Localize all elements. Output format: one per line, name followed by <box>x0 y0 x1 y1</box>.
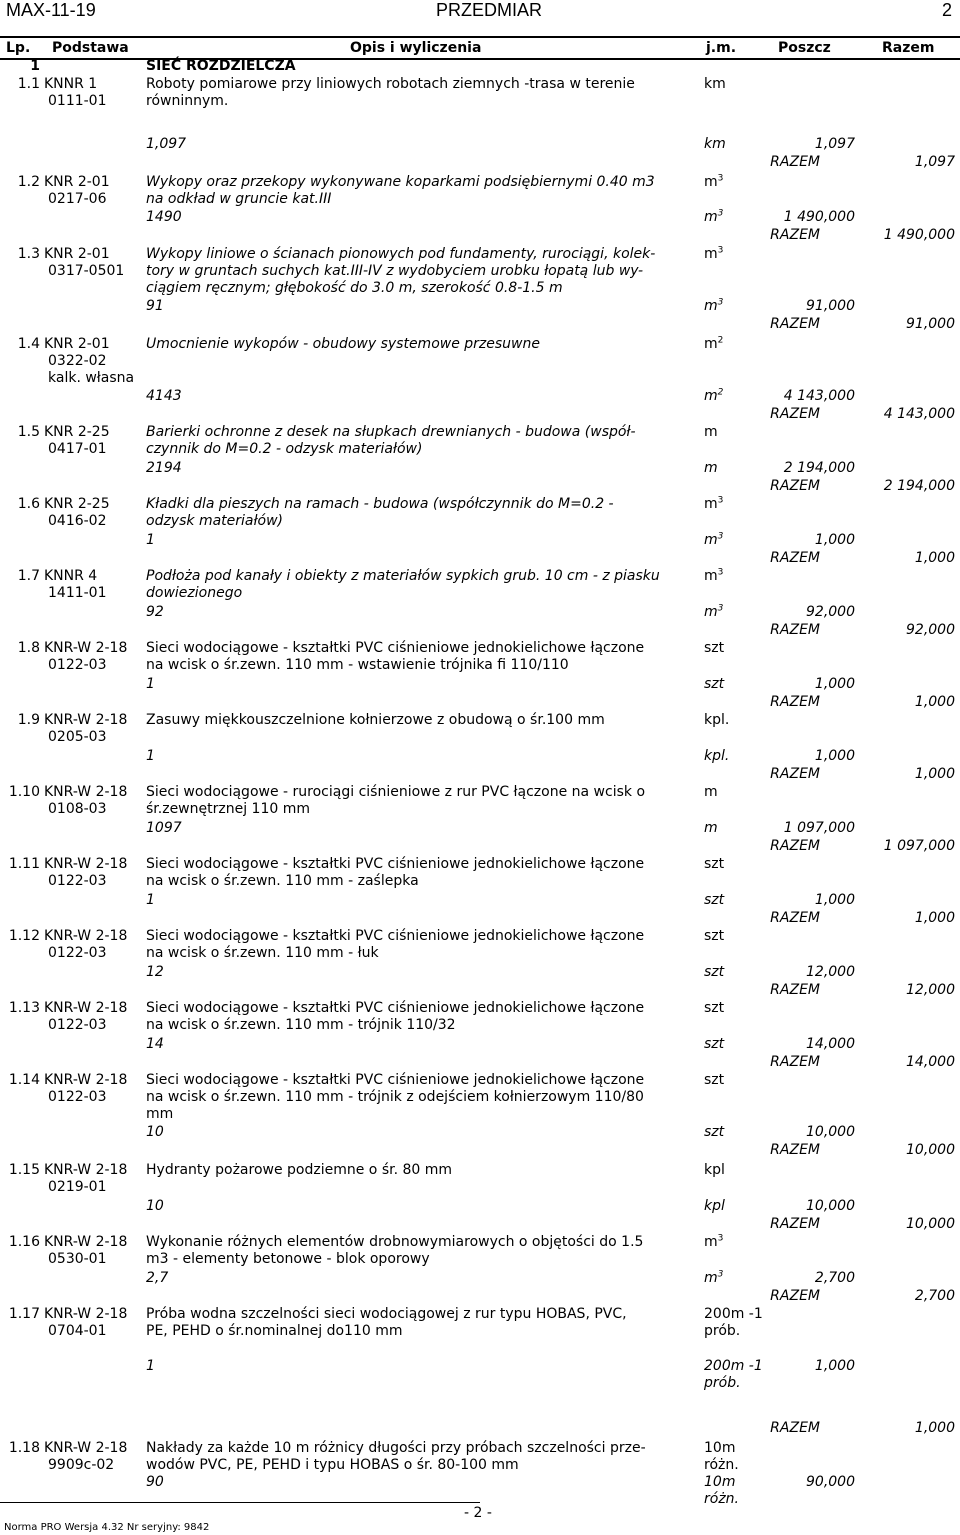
item-quantity-value: 1,000 <box>814 748 855 764</box>
description-line: Sieci wodociągowe - kształtki PVC ciśnieniowe jednokielichowe łączone <box>146 1000 645 1016</box>
basis-line: kalk. własna <box>48 370 135 386</box>
item-basis <box>44 246 144 280</box>
description-line: wodów PVC, PE, PEHD i typu HOBAS o śr. 80-100 mm <box>146 1457 519 1473</box>
description-line: Próba wodna szczelności sieci wodociągowej z rur typu HOBAS, PVC, <box>146 1306 627 1322</box>
item-basis <box>44 1072 144 1106</box>
section-row <box>0 58 960 76</box>
basis-line: KNR-W 2-18 <box>44 712 128 728</box>
description-line: Wykopy oraz przekopy wykonywane koparkami podsiębiernymi 0.40 m3 <box>146 174 655 190</box>
item-basis <box>44 336 144 387</box>
page-number: 2 <box>942 0 953 20</box>
item-unit: $m^3$ <box>704 245 724 262</box>
item-basis <box>44 1000 144 1034</box>
item-quantity-unit: $m^3$ <box>704 603 724 620</box>
razem-label: RAZEM <box>770 622 820 638</box>
item-quantity-formula: 2194 <box>146 460 182 476</box>
item-quantity-value: 1,097 <box>814 136 855 152</box>
description-line: na wcisk o śr.zewn. 110 mm - łuk <box>146 945 379 961</box>
description-line: na wcisk o śr.zewn. 110 mm - wstawienie trójnika fi 110/110 <box>146 657 569 673</box>
description-line: Sieci wodociągowe - kształtki PVC ciśnieniowe jednokielichowe łączone <box>146 640 645 656</box>
item-basis <box>44 1162 144 1196</box>
razem-label: RAZEM <box>770 550 820 566</box>
item-unit: kpl <box>704 1162 725 1178</box>
razem-value: 91,000 <box>906 316 955 332</box>
page-header <box>6 0 958 24</box>
item-quantity-value: 1,000 <box>814 892 855 908</box>
description-line: Sieci wodociągowe - kształtki PVC ciśnieniowe jednokielichowe łączone <box>146 856 645 872</box>
table-row <box>0 568 960 640</box>
razem-label: RAZEM <box>770 227 820 243</box>
item-quantity-formula: 12 <box>146 964 164 980</box>
item-quantity-unit: 200m -1 prób. <box>704 1358 763 1391</box>
col-lp: Lp. <box>6 40 31 56</box>
description-line: m3 - elementy betonowe - blok oporowy <box>146 1251 430 1267</box>
description-line: ciągiem ręcznym; głębokość do 3.0 m, szerokość 0.8-1.5 m <box>146 280 563 296</box>
footer-rule <box>0 1502 480 1503</box>
item-quantity-formula: 4143 <box>146 388 182 404</box>
item-basis <box>44 496 144 530</box>
item-quantity-unit: kpl <box>704 1198 725 1214</box>
item-unit: szt <box>704 928 725 944</box>
item-quantity-unit: kpl. <box>704 748 730 764</box>
item-description <box>146 856 694 890</box>
razem-value: 1,000 <box>914 910 955 926</box>
table-row <box>0 1440 960 1510</box>
item-unit: m <box>704 424 718 440</box>
item-quantity-value: 1 097,000 <box>783 820 855 836</box>
basis-line: 0416-02 <box>48 513 107 529</box>
table-row <box>0 856 960 928</box>
item-quantity-unit: szt <box>704 964 725 980</box>
razem-value: 12,000 <box>906 982 955 998</box>
item-quantity-formula: 2,7 <box>146 1270 169 1286</box>
item-unit: $m^3$ <box>704 495 724 512</box>
item-number: 1.8 <box>17 640 40 656</box>
item-number: 1.12 <box>8 928 40 944</box>
description-line: Zasuwy miękkouszczelnione kołnierzowe z obudową o śr.100 mm <box>146 712 605 728</box>
razem-label: RAZEM <box>770 766 820 782</box>
item-unit: szt <box>704 640 725 656</box>
item-quantity-formula: 1,097 <box>146 136 187 152</box>
table-row <box>0 1234 960 1306</box>
description-line: Wykonanie różnych elementów drobnowymiarowych o objętości do 1.5 <box>146 1234 644 1250</box>
basis-line: 0108-03 <box>48 801 107 817</box>
basis-line: KNR 2-01 <box>44 246 110 262</box>
basis-line: 0122-03 <box>48 873 107 889</box>
item-basis <box>44 174 144 208</box>
razem-label: RAZEM <box>770 694 820 710</box>
basis-line: KNR 2-01 <box>44 336 110 352</box>
razem-value: 1 097,000 <box>883 838 955 854</box>
item-number: 1.17 <box>8 1306 40 1322</box>
basis-line: 0530-01 <box>48 1251 107 1267</box>
items-table <box>0 58 960 1510</box>
item-quantity-unit: $m^3$ <box>704 531 724 548</box>
basis-line: 0122-03 <box>48 657 107 673</box>
item-quantity-value: 2 194,000 <box>783 460 855 476</box>
item-quantity-unit: $m^3$ <box>704 297 724 314</box>
item-quantity-value: 91,000 <box>806 298 855 314</box>
item-description <box>146 928 694 962</box>
item-description <box>146 1306 694 1340</box>
basis-line: 0111-01 <box>48 93 107 109</box>
item-quantity-unit: 10m różn. <box>704 1474 739 1507</box>
item-number: 1.16 <box>8 1234 40 1250</box>
basis-line: 0217-06 <box>48 191 107 207</box>
item-description <box>146 1440 694 1474</box>
col-total: Razem <box>882 40 935 56</box>
description-line: równinnym. <box>146 93 229 109</box>
description-line: czynnik do M=0.2 - odzysk materiałów) <box>146 441 423 457</box>
basis-line: KNR-W 2-18 <box>44 1306 128 1322</box>
razem-label: RAZEM <box>770 910 820 926</box>
item-number: 1.15 <box>8 1162 40 1178</box>
razem-label: RAZEM <box>770 406 820 422</box>
item-basis <box>44 1440 144 1474</box>
section-number: 1 <box>30 58 40 74</box>
item-number: 1.6 <box>17 496 40 512</box>
razem-label: RAZEM <box>770 982 820 998</box>
item-basis <box>44 424 144 458</box>
description-line: Roboty pomiarowe przy liniowych robotach ziemnych -trasa w terenie <box>146 76 635 92</box>
description-line: Umocnienie wykopów - obudowy systemowe przesuwne <box>146 336 540 352</box>
item-number: 1.9 <box>17 712 40 728</box>
item-number: 1.4 <box>17 336 40 352</box>
item-description <box>146 1000 694 1034</box>
item-basis <box>44 1306 144 1340</box>
table-row <box>0 640 960 712</box>
razem-value: 92,000 <box>906 622 955 638</box>
description-line: na wcisk o śr.zewn. 110 mm - trójnik 110/32 <box>146 1017 456 1033</box>
item-description <box>146 568 694 602</box>
item-quantity-value: 10,000 <box>806 1124 855 1140</box>
item-quantity-formula: 1 <box>146 532 155 548</box>
document-code: MAX-11-19 <box>6 0 96 20</box>
razem-value: 1,000 <box>914 550 955 566</box>
basis-line: KNR-W 2-18 <box>44 1162 128 1178</box>
item-quantity-unit: szt <box>704 1036 725 1052</box>
col-description: Opis i wyliczenia <box>350 40 482 56</box>
item-number: 1.5 <box>17 424 40 440</box>
description-line: Sieci wodociągowe - rurociągi ciśnieniowe z rur PVC łączone na wcisk o <box>146 784 646 800</box>
basis-line: 0219-01 <box>48 1179 107 1195</box>
item-quantity-value: 92,000 <box>806 604 855 620</box>
table-row <box>0 1162 960 1234</box>
razem-value: 4 143,000 <box>883 406 955 422</box>
item-quantity-value: 1,000 <box>814 532 855 548</box>
col-item: Poszcz <box>778 40 831 56</box>
razem-value: 1,097 <box>914 154 955 170</box>
description-line: mm <box>146 1106 174 1122</box>
item-basis <box>44 928 144 962</box>
description-line: Hydranty pożarowe podziemne o śr. 80 mm <box>146 1162 453 1178</box>
item-description <box>146 174 694 208</box>
item-number: 1.10 <box>8 784 40 800</box>
item-basis <box>44 784 144 818</box>
basis-line: 0317-0501 <box>48 263 125 279</box>
razem-label: RAZEM <box>770 478 820 494</box>
basis-line: KNR-W 2-18 <box>44 1234 128 1250</box>
table-row <box>0 1306 960 1440</box>
basis-line: KNR-W 2-18 <box>44 1072 128 1088</box>
table-row <box>0 1072 960 1162</box>
description-line: PE, PEHD o śr.nominalnej do110 mm <box>146 1323 403 1339</box>
razem-value: 14,000 <box>906 1054 955 1070</box>
item-quantity-unit: km <box>704 136 726 152</box>
item-number: 1.1 <box>17 76 40 92</box>
item-description <box>146 76 694 110</box>
description-line: dowiezionego <box>146 585 243 601</box>
item-unit: $m^3$ <box>704 567 724 584</box>
item-description <box>146 1072 694 1123</box>
table-row <box>0 246 960 336</box>
footer-page-number: - 2 - <box>464 1505 492 1521</box>
item-quantity-formula: 1490 <box>146 209 182 225</box>
basis-line: 0205-03 <box>48 729 107 745</box>
item-basis <box>44 1234 144 1268</box>
item-quantity-formula: 1 <box>146 892 155 908</box>
item-quantity-value: 1,000 <box>814 676 855 692</box>
basis-line: KNR-W 2-18 <box>44 856 128 872</box>
description-line: Nakłady za każde 10 m różnicy długości przy próbach szczelności prze- <box>146 1440 646 1456</box>
table-row <box>0 76 960 174</box>
item-quantity-value: 12,000 <box>806 964 855 980</box>
basis-line: 0322-02 <box>48 353 107 369</box>
table-row <box>0 712 960 784</box>
item-quantity-formula: 1 <box>146 748 155 764</box>
item-unit: szt <box>704 1072 725 1088</box>
table-header <box>0 36 960 60</box>
description-line: Barierki ochronne z desek na słupkach drewnianych - budowa (współ- <box>146 424 636 440</box>
item-description <box>146 246 694 297</box>
razem-label: RAZEM <box>770 1142 820 1158</box>
description-line: Kładki dla pieszych na ramach - budowa (współczynnik do M=0.2 - <box>146 496 614 512</box>
description-line: odzysk materiałów) <box>146 513 283 529</box>
item-description <box>146 424 694 458</box>
section-title: SIEĆ ROZDZIELCZA <box>146 58 296 74</box>
item-quantity-unit: szt <box>704 892 725 908</box>
basis-line: KNR-W 2-18 <box>44 640 128 656</box>
razem-label: RAZEM <box>770 154 820 170</box>
razem-value: 2 194,000 <box>883 478 955 494</box>
table-row <box>0 1000 960 1072</box>
item-unit: szt <box>704 856 725 872</box>
item-description <box>146 712 694 729</box>
razem-value: 10,000 <box>906 1216 955 1232</box>
item-unit: kpl. <box>704 712 730 728</box>
description-line: Wykopy liniowe o ścianach pionowych pod fundamenty, rurociągi, kolek- <box>146 246 656 262</box>
description-line: tory w gruntach suchych kat.III-IV z wydobyciem urobku łopatą lub wy- <box>146 263 644 279</box>
item-unit: m <box>704 784 718 800</box>
basis-line: 0122-03 <box>48 1089 107 1105</box>
item-quantity-formula: 1 <box>146 1358 155 1374</box>
item-quantity-formula: 1097 <box>146 820 182 836</box>
item-quantity-formula: 10 <box>146 1124 164 1140</box>
razem-value: 1,000 <box>914 694 955 710</box>
item-unit: $m^2$ <box>704 335 724 352</box>
item-quantity-formula: 10 <box>146 1198 164 1214</box>
item-quantity-value: 4 143,000 <box>783 388 855 404</box>
col-unit: j.m. <box>706 40 737 56</box>
item-quantity-formula: 90 <box>146 1474 164 1490</box>
item-description <box>146 640 694 674</box>
item-number: 1.3 <box>17 246 40 262</box>
item-quantity-value: 10,000 <box>806 1198 855 1214</box>
basis-line: KNR-W 2-18 <box>44 1440 128 1456</box>
item-basis <box>44 568 144 602</box>
item-description <box>146 336 694 353</box>
item-basis <box>44 712 144 746</box>
basis-line: KNR 2-25 <box>44 496 110 512</box>
item-quantity-formula: 14 <box>146 1036 164 1052</box>
item-quantity-value: 90,000 <box>806 1474 855 1490</box>
item-quantity-unit: $m^2$ <box>704 387 724 404</box>
item-description <box>146 1234 694 1268</box>
razem-label: RAZEM <box>770 1216 820 1232</box>
table-row <box>0 336 960 424</box>
basis-line: 1411-01 <box>48 585 107 601</box>
table-row <box>0 174 960 246</box>
item-quantity-unit: $m^3$ <box>704 208 724 225</box>
item-quantity-formula: 91 <box>146 298 164 314</box>
table-row <box>0 424 960 496</box>
table-row <box>0 496 960 568</box>
item-quantity-unit: m <box>704 460 718 476</box>
col-basis: Podstawa <box>52 40 129 56</box>
item-unit: $m^3$ <box>704 173 724 190</box>
item-unit: km <box>704 76 726 92</box>
description-line: na odkład w gruncie kat.III <box>146 191 332 207</box>
item-number: 1.18 <box>8 1440 40 1456</box>
item-quantity-value: 14,000 <box>806 1036 855 1052</box>
razem-value: 10,000 <box>906 1142 955 1158</box>
basis-line: KNR 2-01 <box>44 174 110 190</box>
description-line: śr.zewnętrznej 110 mm <box>146 801 310 817</box>
item-number: 1.11 <box>8 856 40 872</box>
item-basis <box>44 76 144 110</box>
item-quantity-unit: szt <box>704 1124 725 1140</box>
item-quantity-value: 2,700 <box>814 1270 855 1286</box>
description-line: na wcisk o śr.zewn. 110 mm - trójnik z odejściem kołnierzowym 110/80 <box>146 1089 644 1105</box>
item-quantity-formula: 92 <box>146 604 164 620</box>
item-description <box>146 784 694 818</box>
item-basis <box>44 856 144 890</box>
table-row <box>0 784 960 856</box>
basis-line: 9909c-02 <box>48 1457 115 1473</box>
item-unit: szt <box>704 1000 725 1016</box>
razem-label: RAZEM <box>770 1288 820 1304</box>
item-description <box>146 496 694 530</box>
basis-line: KNR 2-25 <box>44 424 110 440</box>
item-quantity-formula: 1 <box>146 676 155 692</box>
item-unit: 10m różn. <box>704 1440 739 1473</box>
basis-line: 0122-03 <box>48 1017 107 1033</box>
item-number: 1.14 <box>8 1072 40 1088</box>
document-title: PRZEDMIAR <box>436 0 543 20</box>
razem-label: RAZEM <box>770 316 820 332</box>
basis-line: KNNR 4 <box>44 568 98 584</box>
basis-line: KNR-W 2-18 <box>44 1000 128 1016</box>
item-description <box>146 1162 694 1179</box>
item-quantity-value: 1 490,000 <box>783 209 855 225</box>
razem-value: 2,700 <box>914 1288 955 1304</box>
basis-line: 0704-01 <box>48 1323 107 1339</box>
item-number: 1.2 <box>17 174 40 190</box>
razem-label: RAZEM <box>770 1054 820 1070</box>
razem-value: 1 490,000 <box>883 227 955 243</box>
description-line: na wcisk o śr.zewn. 110 mm - zaślepka <box>146 873 419 889</box>
razem-label: RAZEM <box>770 838 820 854</box>
description-line: Sieci wodociągowe - kształtki PVC ciśnieniowe jednokielichowe łączone <box>146 928 645 944</box>
basis-line: 0417-01 <box>48 441 107 457</box>
item-quantity-unit: m <box>704 820 718 836</box>
basis-line: 0122-03 <box>48 945 107 961</box>
razem-value: 1,000 <box>914 766 955 782</box>
description-line: Podłoża pod kanały i obiekty z materiałów sypkich grub. 10 cm - z piasku <box>146 568 660 584</box>
item-unit: $m^3$ <box>704 1233 724 1250</box>
basis-line: KNR-W 2-18 <box>44 784 128 800</box>
item-number: 1.7 <box>17 568 40 584</box>
item-unit: 200m -1 prób. <box>704 1306 763 1339</box>
basis-line: KNNR 1 <box>44 76 98 92</box>
description-line: Sieci wodociągowe - kształtki PVC ciśnieniowe jednokielichowe łączone <box>146 1072 645 1088</box>
footer-software: Norma PRO Wersja 4.32 Nr seryjny: 9842 <box>4 1522 210 1533</box>
item-basis <box>44 640 144 674</box>
item-quantity-value: 1,000 <box>814 1358 855 1374</box>
basis-line: KNR-W 2-18 <box>44 928 128 944</box>
razem-label: RAZEM <box>770 1420 820 1436</box>
item-number: 1.13 <box>8 1000 40 1016</box>
table-row <box>0 928 960 1000</box>
item-quantity-unit: $m^3$ <box>704 1269 724 1286</box>
item-quantity-unit: szt <box>704 676 725 692</box>
razem-value: 1,000 <box>914 1420 955 1436</box>
